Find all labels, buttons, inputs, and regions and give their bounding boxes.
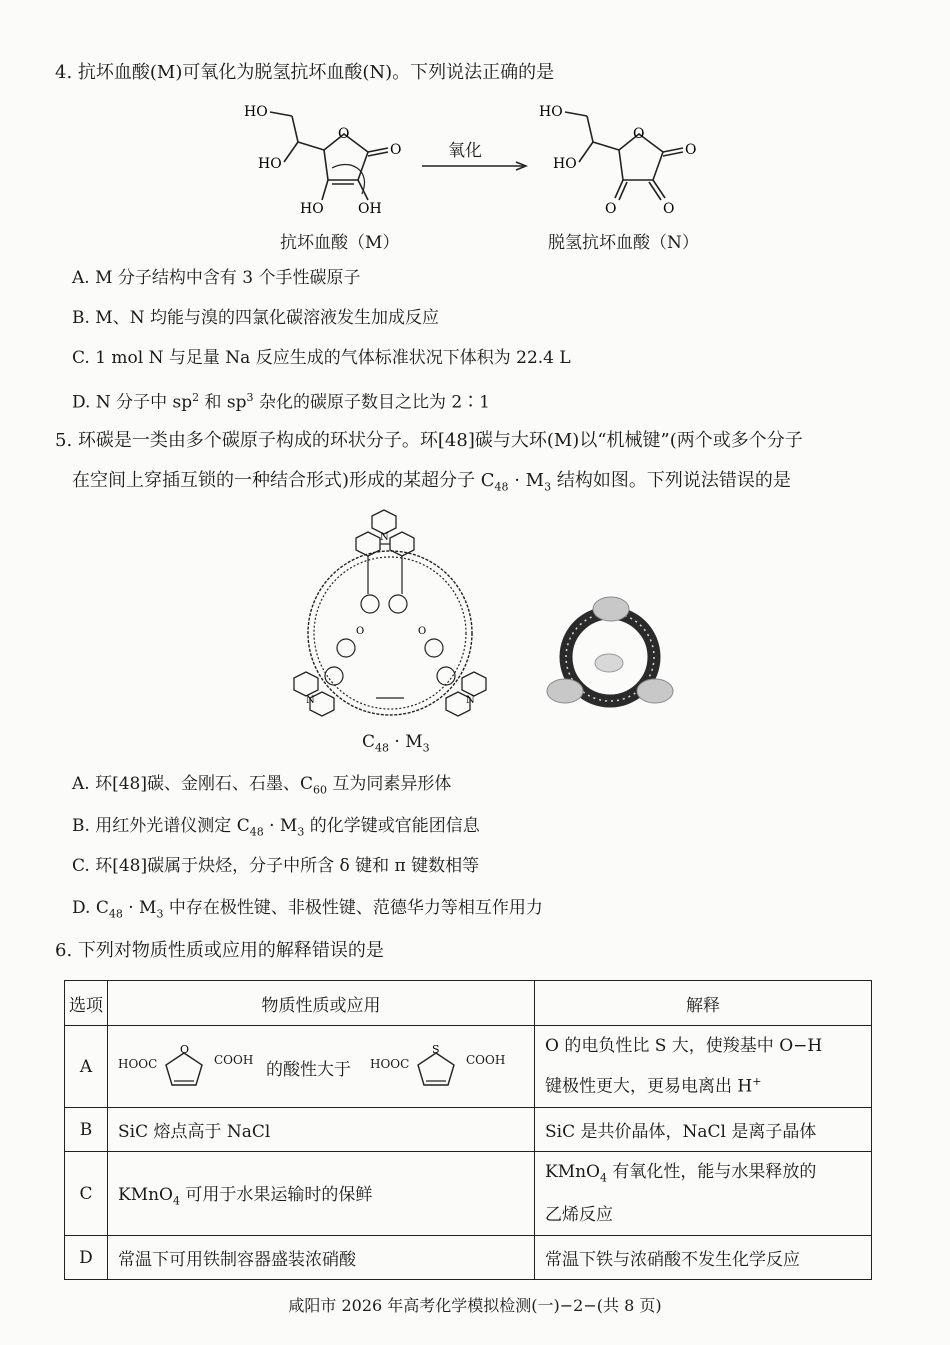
row-a-option: A <box>65 1026 108 1108</box>
table-header-property: 物质性质或应用 <box>108 981 535 1026</box>
q5-option-c: C. 环[48]碳属于炔烃，分子中所含 δ 键和 π 键数相等 <box>72 856 480 876</box>
figure-atom-n-left: N <box>306 695 315 706</box>
table-row-b <box>65 1108 872 1152</box>
m-atom-ho-3: HO <box>300 201 324 217</box>
mol-m-label: 抗坏血酸（M） <box>280 233 400 253</box>
row-d-option: D <box>65 1236 108 1280</box>
n-atom-o-carbonyl-1: O <box>685 142 697 158</box>
m-atom-oh: OH <box>358 201 382 217</box>
oxidation-label: 氧化 <box>448 141 482 161</box>
q6-stem: 6. 下列对物质性质或应用的解释错误的是 <box>55 940 384 961</box>
row-c-option: C <box>65 1152 108 1236</box>
acidity-comparison: 的酸性大于 <box>266 1059 351 1080</box>
table-row-d <box>65 1236 872 1280</box>
n-atom-o-ring: O <box>633 126 645 142</box>
table-header-explanation: 解释 <box>535 981 872 1026</box>
furan-cooh: COOH <box>214 1052 254 1067</box>
dehydroascorbic-acid-structure <box>535 98 715 223</box>
furan-ring <box>158 1042 210 1091</box>
row-d-explanation: 常温下铁与浓硝酸不发生化学反应 <box>535 1236 872 1280</box>
thiophene-s: S <box>432 1042 440 1056</box>
row-c-explanation: KMnO$_4$ 有氧化性，能与水果释放的 乙烯反应 <box>535 1152 872 1236</box>
ascorbic-acid-structure <box>240 98 420 223</box>
m-atom-ho-2: HO <box>258 156 282 172</box>
q4-option-b: B. M、N 均能与溴的四氯化碳溶液发生加成反应 <box>72 308 439 328</box>
m-atom-ho-1: HO <box>244 104 268 120</box>
row-b-property: SiC 熔点高于 NaCl <box>108 1108 535 1152</box>
row-b-explanation: SiC 是共价晶体，NaCl 是离子晶体 <box>535 1108 872 1152</box>
thiophene-ring <box>410 1042 462 1091</box>
figure-atom-o-1: O <box>356 626 365 637</box>
table-row-c <box>65 1152 872 1236</box>
n-atom-o-carbonyl-3: O <box>663 201 675 217</box>
q4-option-c: C. 1 mol N 与足量 Na 反应生成的气体标准状况下体积为 22.4 L <box>72 348 571 368</box>
q4-option-a: A. M 分子结构中含有 3 个手性碳原子 <box>72 268 361 288</box>
table-header-row <box>65 981 872 1026</box>
mol-n-label: 脱氢抗坏血酸（N） <box>548 233 699 253</box>
q6-table <box>64 980 872 1280</box>
q5-stem-line2: 在空间上穿插互锁的一种结合形式)形成的某超分子 $C_{48} \cdot M_3$ 结构如图。下列说法错误的是 <box>72 470 791 494</box>
row-a-explanation: O 的电负性比 S 大，使羧基中 O−H 键极性更大，更易电离出 H+ <box>535 1026 872 1108</box>
q5-option-d: D. $C_{48} \cdot M_3$ 中存在极性键、非极性键、范德华力等相互作用力 <box>72 898 543 921</box>
furan-o: O <box>180 1042 190 1056</box>
supramolecule-structure <box>280 508 500 718</box>
row-c-property: KMnO$_4$ 可用于水果运输时的保鲜 <box>108 1152 535 1236</box>
q4-option-d: D. N 分子中 $sp^2$ 和 $sp^3$ 杂化的碳原子数目之比为 2∶1 <box>72 391 490 413</box>
q4-stem: 4. 抗坏血酸(M)可氧化为脱氢抗坏血酸(N)。下列说法正确的是 <box>55 62 555 83</box>
n-atom-ho-1: HO <box>539 104 563 120</box>
table-header-option: 选项 <box>65 981 108 1026</box>
n-atom-ho-2: HO <box>553 156 577 172</box>
reaction-arrow <box>420 160 530 172</box>
figure-atom-o-2: O <box>418 626 427 637</box>
furan-hooc: HOOC <box>118 1056 158 1071</box>
table-row-a <box>65 1026 872 1108</box>
q5-option-b: B. 用红外光谱仪测定 $C_{48} \cdot M_3$ 的化学键或官能团信息 <box>72 816 480 839</box>
m-atom-o-ring: O <box>338 126 350 142</box>
m-atom-o-carbonyl: O <box>390 142 402 158</box>
page-footer: 咸阳市 2026 年高考化学模拟检测(一)−2−(共 8 页) <box>288 1296 662 1315</box>
figure-label: $C_{48} \cdot M_3$ <box>362 732 430 755</box>
figure-atom-n-top: N <box>380 532 389 543</box>
row-b-option: B <box>65 1108 108 1152</box>
q5-option-a: A. 环[48]碳、金刚石、石墨、$C_{60}$ 互为同素异形体 <box>72 774 452 797</box>
n-atom-o-carbonyl-2: O <box>605 201 617 217</box>
row-a-property <box>108 1026 535 1108</box>
row-d-property: 常温下可用铁制容器盛装浓硝酸 <box>108 1236 535 1280</box>
thiophene-hooc: HOOC <box>370 1056 410 1071</box>
q5-stem-line1: 5. 环碳是一类由多个碳原子构成的环状分子。环[48]碳与大环(M)以“机械键”(两个或多个分子 <box>55 430 803 451</box>
supramolecule-3d-render <box>545 595 675 725</box>
figure-atom-n-right: N <box>466 695 475 706</box>
thiophene-cooh: COOH <box>466 1052 506 1067</box>
